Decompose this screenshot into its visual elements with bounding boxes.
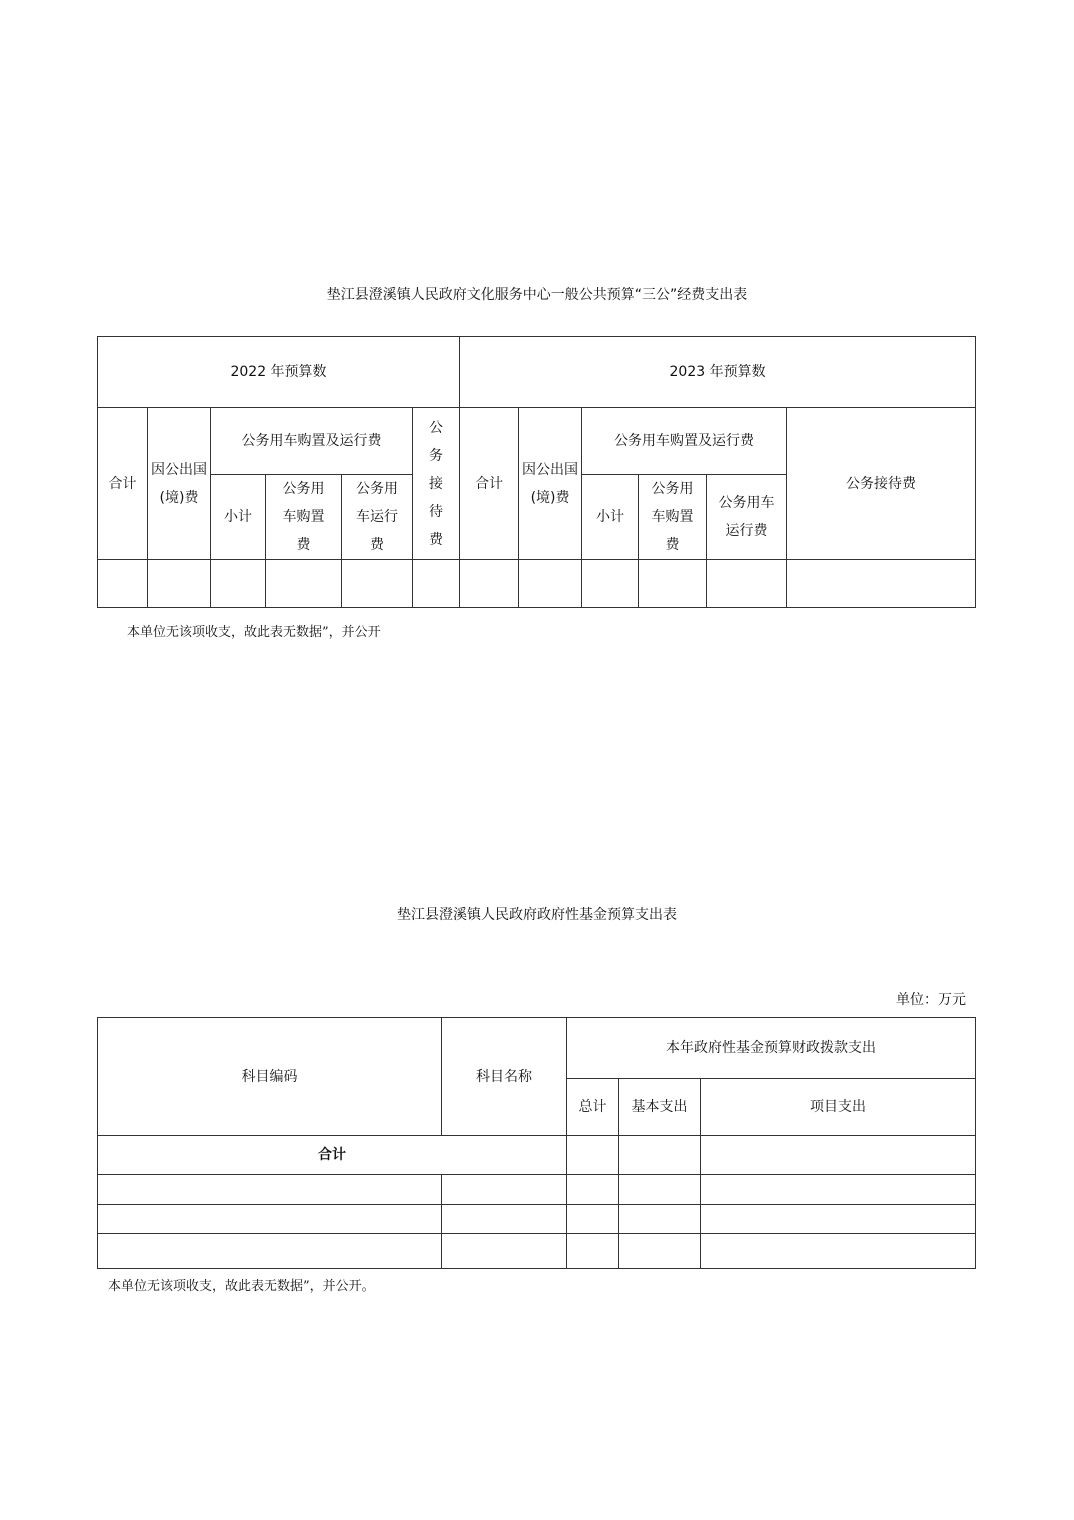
col-vehicle-2023: 公务用车购置及运行费 xyxy=(582,408,787,475)
col-name: 科目名称 xyxy=(442,1018,567,1136)
col-vehicle-run-2022: 公务用车运行费 xyxy=(342,475,413,560)
col-subtotal-2023: 小计 xyxy=(582,475,639,560)
col-total-2023: 合计 xyxy=(460,408,519,560)
row-total: 合计 xyxy=(98,1136,567,1175)
table-row xyxy=(98,1205,976,1234)
three-public-expenses-table xyxy=(97,336,976,608)
unit-label: 单位：万元 xyxy=(896,992,966,1008)
table-row xyxy=(98,1175,976,1205)
header-2023: 2023 年预算数 xyxy=(460,337,976,408)
table1-title: 垫江县澄溪镇人民政府文化服务中心一般公共预算“三公”经费支出表 xyxy=(326,287,748,303)
table2-note: 本单位无该项收支，故此表无数据”，并公开。 xyxy=(108,1279,375,1294)
col-abroad-2023: 因公出国(境)费 xyxy=(519,408,582,560)
col-reception-2023: 公务接待费 xyxy=(787,408,976,560)
col-subtotal-2022: 小计 xyxy=(211,475,266,560)
header-2022: 2022 年预算数 xyxy=(98,337,460,408)
table1-note: 本单位无该项收支，故此表无数据”，并公开 xyxy=(127,625,381,640)
col-total-2022: 合计 xyxy=(98,408,148,560)
col-vehicle-run-2023: 公务用车运行费 xyxy=(707,475,787,560)
table-row xyxy=(98,1234,976,1269)
col-project: 项目支出 xyxy=(701,1079,976,1136)
col-vehicle-purchase-2023: 公务用车购置费 xyxy=(639,475,707,560)
col-vehicle-purchase-2022: 公务用车购置费 xyxy=(266,475,342,560)
col-code: 科目编码 xyxy=(98,1018,442,1136)
col-vehicle-2022: 公务用车购置及运行费 xyxy=(211,408,413,475)
government-fund-expense-table xyxy=(97,1017,976,1269)
table2-title: 垫江县澄溪镇人民政府政府性基金预算支出表 xyxy=(397,907,677,923)
table-row xyxy=(98,560,976,608)
col-reception-2022: 公务接待费 xyxy=(413,408,460,560)
col-group: 本年政府性基金预算财政拨款支出 xyxy=(567,1018,976,1079)
col-basic: 基本支出 xyxy=(619,1079,701,1136)
col-total: 总计 xyxy=(567,1079,619,1136)
col-abroad-2022: 因公出国(境)费 xyxy=(148,408,211,560)
